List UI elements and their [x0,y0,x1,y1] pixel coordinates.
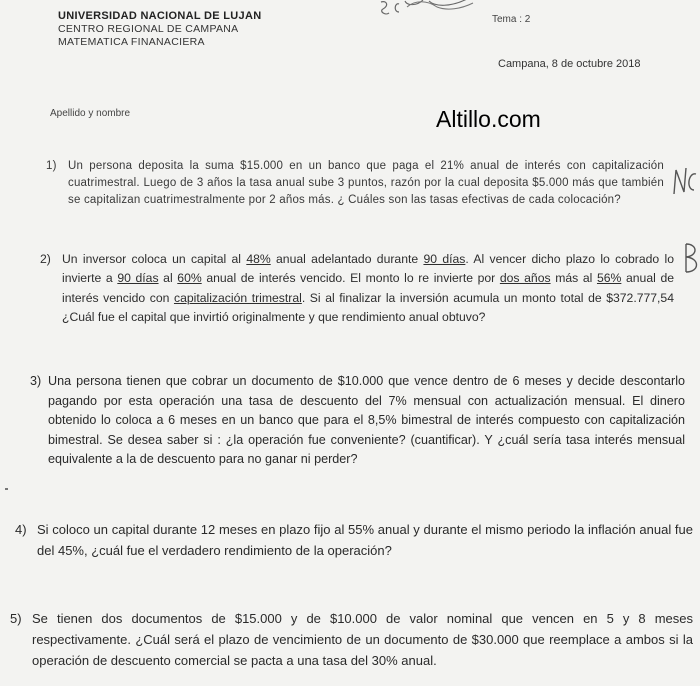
watermark: Altillo.com [436,106,541,132]
text-segment: anual adelantado durante [270,252,424,266]
question-text: Un persona deposita la suma $15.000 en un banco que paga el 21% anual de interés con capitalización cuatrimestral. Luego de 3 años la tasa anual sube 3 puntos, razón por la cual deposita $5.000 más que también se capitalizan cuatrimestralmente por 2 años más. ¿ Cuáles son las tasas efectivas de cada colocación? [68,160,664,206]
question-2 [40,250,674,327]
question-5 [10,608,693,671]
ink-dot [5,488,8,490]
regional-center: CENTRO REGIONAL DE CAMPANA [58,23,239,35]
text-segment: más al [550,271,597,286]
handwritten-margin-mark-icon [670,160,700,200]
underlined-rate: 48% [246,252,271,266]
handwritten-grade-mark-icon [682,238,700,278]
exam-topic: Tema : 2 [492,14,531,25]
text-segment: . Si al finalizar la inversión acumula un monto total de $372.777,54 ¿Cuál fue el capital que invirtió originalmente y que rendimiento anual obtuvo? [62,290,674,324]
underlined-term: capitalización trimestral [173,290,302,305]
underlined-rate: 56% [596,271,622,286]
header-block [58,10,261,49]
question-1 [46,158,664,209]
name-label: Apellido y nombre [50,108,131,119]
question-text [62,250,674,327]
handwritten-scribble-icon [377,0,487,20]
question-3 [30,372,685,470]
university-name: UNIVERSIDAD NACIONAL DE LUJAN [58,10,262,22]
underlined-term: 90 días [117,271,159,286]
text-segment: anual de interés vencido. El monto lo re invierte por [201,271,500,286]
text-segment: Un inversor coloca un capital al [62,252,247,266]
subject-name: MATEMATICA FINANACIERA [58,36,205,48]
question-number: 1) [46,160,57,172]
question-4 [15,519,693,561]
text-segment: . Al vencer dicho plazo lo cobrado lo invierte a [62,252,674,286]
text-segment: al [158,271,178,286]
question-text: Una persona tienen que cobrar un documento de $10.000 que vence dentro de 6 meses y decide descontarlo pagando por esta operación una tasa de descuento del 7% mensual con actualización mensual. El dinero obtenido lo coloca a 6 meses en un banco que para el 8,5% bimestral de interés compuesto con capitalización bimestral. Se desea saber si : ¿la operación fue conveniente? (cuantificar). Y ¿cuál sería tasa interés mensual equivalente a la de descuento para no ganar ni perder? [48,374,685,466]
question-number: 5) [10,611,22,626]
question-text: Si coloco un capital durante 12 meses en plazo fijo al 55% anual y durante el mismo periodo la inflación anual fue del 45%, ¿cuál fue el verdadero rendimiento de la operación? [37,522,693,558]
question-number: 3) [30,374,42,388]
text-segment: anual de interés vencido con [62,271,675,305]
underlined-rate: 60% [177,271,202,286]
underlined-term: 90 días [423,252,466,266]
underlined-term: dos años [499,271,551,286]
exam-date: Campana, 8 de octubre 2018 [498,58,641,70]
question-number: 4) [15,522,27,537]
question-text: Se tienen dos documentos de $15.000 y de $10.000 de valor nominal que vencen en 5 y 8 meses respectivamente. ¿Cuál será el plazo de vencimiento de un documento de $30.000 que reemplace a ambos si la operación de descuento comercial se pacta a una tasa del 30% anual. [32,611,693,668]
question-number: 2) [40,252,51,266]
